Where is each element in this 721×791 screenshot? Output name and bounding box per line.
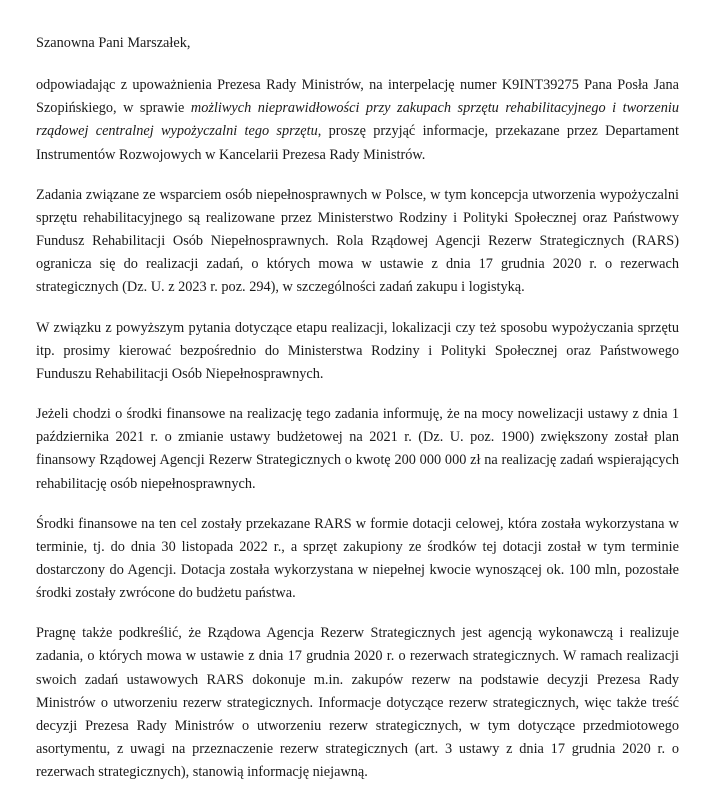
paragraph-text: W związku z powyższym pytania dotyczące etapu realizacji, lokalizacji czy też sposobu wypożyczania sprzętu itp. prosimy kierować bezpośrednio do Ministerstwa Rodziny i Polityki Społecznej oraz Państwowego Funduszu Rehabilitacji Osób Niepełnosprawnych. [36, 319, 679, 382]
paragraph [36, 74, 679, 167]
paragraph [36, 184, 679, 300]
paragraph [36, 513, 679, 606]
emphasized-text: możliwych nieprawidłowości przy zakupach sprzętu rehabilitacyjnego i tworzeniu rządowej centralnej wypożyczalni tego sprzętu [36, 100, 679, 140]
paragraph-text: Środki finansowe na ten cel zostały przekazane RARS w formie dotacji celowej, która została wykorzystana w terminie, tj. do dnia 30 listopada 2022 r., a sprzęt zakupiony ze środków tej dotacji został w tym terminie dostarczony do Agencji. Dotacja została wykorzystana w niepełnej kwocie wynoszącej ok. 100 mln, pozostałe środki zostały zwrócone do budżetu państwa. [36, 515, 679, 602]
paragraph-text: Zadania związane ze wsparciem osób niepełnosprawnych w Polsce, w tym koncepcja utworzenia wypożyczalni sprzętu rehabilitacyjnego są realizowane przez Ministerstwo Rodziny i Polityki Społecznej oraz Państwowy Fundusz Rehabilitacji Osób Niepełnosprawnych. Rola Rządowej Agencji Rezerw Strategicznych (RARS) ogranicza się do realizacji zadań, o których mowa w ustawie z dnia 17 grudnia 2020 r. o rezerwach strategicznych (Dz. U. z 2023 r. poz. 294), w szczególności zadań zakupu i logistyką. [36, 186, 679, 296]
paragraph [36, 317, 679, 386]
paragraph-list [36, 74, 679, 784]
paragraph [36, 403, 679, 496]
paragraph [36, 622, 679, 784]
paragraph-text: odpowiadając z upoważnienia Prezesa Rady Ministrów, na interpelację numer K9INT39275 Pana Posła Jana Szopińskiego, w sprawie [36, 77, 679, 117]
salutation: Szanowna Pani Marszałek, [36, 35, 191, 51]
paragraph-text: Jeżeli chodzi o środki finansowe na realizację tego zadania informuję, że na mocy nowelizacji ustawy z dnia 1 października 2021 r. o zmianie ustawy budżetowej na 2021 r. (Dz. U. poz. 1900) zwiększony został plan finansowy Rządowej Agencji Rezerw Strategicznych o kwotę 200 000 000 zł na realizację zadań wspierających rehabilitację osób niepełnosprawnych. [36, 406, 679, 492]
paragraph-text: Pragnę także podkreślić, że Rządowa Agencja Rezerw Strategicznych jest agencją wykonawczą i realizuje zadania, o których mowa w ustawie z dnia 17 grudnia 2020 r. o rezerwach strategicznych. W ramach realizacji swoich zadań ustawowych RARS dokonuje m.in. zakupów rezerw na podstawie decyzji Prezesa Rady Ministrów o utworzeniu rezerw strategicznych. Informacje dotyczące rezerw strategicznych, więc także treść decyzji Prezesa Rady Ministrów o utworzeniu rezerw strategicznych, w tym dotyczące przedmiotowego asortymentu, z uwagi na przeznaczenie rezerw strategicznych (art. 3 ustawy z dnia 17 grudnia 2020 r. o rezerwach strategicznych), stanowią informację niejawną. [36, 625, 679, 781]
paragraph-text: , proszę przyjąć informacje, przekazane przez Departament Instrumentów Rozwojowych w Kancelarii Prezesa Rady Ministrów. [36, 123, 679, 163]
document-body [36, 32, 679, 784]
